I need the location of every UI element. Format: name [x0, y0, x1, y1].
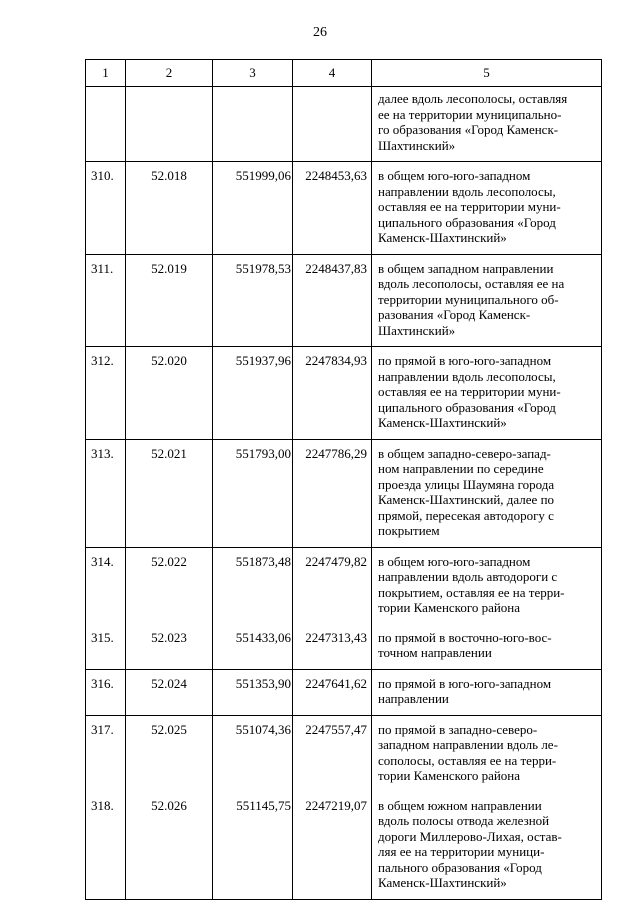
table-row — [86, 347, 602, 440]
route-description: в общем юго-юго-западном направлении вдоль автодороги с покрытием, оставляя ее на терри- тории Каменского района — [378, 553, 565, 615]
point-code: 52.025 — [126, 715, 213, 792]
header-col-2: 2 — [126, 60, 213, 87]
route-description: в общем западно-северо-запад- ном направлении по середине проезда улицы Шаумяна города Каменск-Шахтинский, далее по прямой, пересекая автодорогу с покрытием — [378, 445, 555, 538]
table-row — [86, 792, 602, 900]
coordinate-x: 551145,75 — [213, 792, 293, 900]
point-number: 316. — [86, 669, 126, 715]
point-code: 52.020 — [126, 347, 213, 440]
route-description: в общем западном направлении вдоль лесополосы, оставляя ее на территории муниципального об- разования «Город Каменск- Шахтинский» — [378, 260, 565, 338]
point-code: 52.023 — [126, 624, 213, 670]
point-code: 52.021 — [126, 439, 213, 547]
point-number: 311. — [86, 254, 126, 347]
point-code: 52.022 — [126, 547, 213, 624]
coordinate-x: 551978,53 — [213, 254, 293, 347]
header-col-1: 1 — [86, 60, 126, 87]
table-row — [86, 254, 602, 347]
coordinate-x: 551074,36 — [213, 715, 293, 792]
coordinate-y: 2247479,82 — [293, 547, 372, 624]
point-code: 52.019 — [126, 254, 213, 347]
coordinate-x: 551433,06 — [213, 624, 293, 670]
table-row — [86, 624, 602, 670]
route-description: по прямой в юго-юго-западном направлении — [378, 675, 552, 706]
header-col-5: 5 — [372, 60, 602, 87]
point-number: 310. — [86, 162, 126, 255]
continuation-row — [86, 87, 602, 162]
coordinate-x: 551353,90 — [213, 669, 293, 715]
table-row — [86, 162, 602, 255]
point-code: 52.018 — [126, 162, 213, 255]
route-description: в общем южном направлении вдоль полосы отвода железной дороги Миллерово-Лихая, остав- ляя ее на территории муници- пального образования «Город Каменск-Шахтинский» — [378, 797, 562, 890]
coordinate-y: 2247641,62 — [293, 669, 372, 715]
table-row — [86, 669, 602, 715]
point-number: 314. — [86, 547, 126, 624]
table-row — [86, 715, 602, 792]
point-number: 318. — [86, 792, 126, 900]
point-code: 52.024 — [126, 669, 213, 715]
coordinate-y: 2247557,47 — [293, 715, 372, 792]
coordinate-y: 2247786,29 — [293, 439, 372, 547]
coordinate-x: 551873,48 — [213, 547, 293, 624]
continuation-description: далее вдоль лесополосы, оставляя ее на территории муниципально- го образования «Город Каменск- Шахтинский» — [378, 91, 568, 153]
point-number: 312. — [86, 347, 126, 440]
table-row — [86, 439, 602, 547]
header-col-4: 4 — [293, 60, 372, 87]
coordinate-y: 2247313,43 — [293, 624, 372, 670]
coordinate-x: 551937,96 — [213, 347, 293, 440]
coordinate-x: 551999,06 — [213, 162, 293, 255]
route-description: по прямой в восточно-юго-вос- точном направлении — [378, 629, 552, 660]
coordinate-y: 2248437,83 — [293, 254, 372, 347]
point-number: 317. — [86, 715, 126, 792]
point-number: 315. — [86, 624, 126, 670]
route-description: по прямой в юго-юго-западном направлении вдоль лесополосы, оставляя ее на территории муни- ципального образования «Город Каменск-Шахтинский» — [378, 353, 561, 430]
coordinate-y: 2247219,07 — [293, 792, 372, 900]
table-row — [86, 547, 602, 624]
page-number: 26 — [313, 25, 327, 40]
coordinate-y: 2248453,63 — [293, 162, 372, 255]
boundary-points-table — [85, 59, 602, 900]
table-header-row — [86, 60, 602, 87]
route-description: по прямой в западно-северо- западном направлении вдоль ле- сополосы, оставляя ее на терри- тории Каменского района — [378, 721, 558, 783]
point-number: 313. — [86, 439, 126, 547]
coordinate-y: 2247834,93 — [293, 347, 372, 440]
route-description: в общем юго-юго-западном направлении вдоль лесополосы, оставляя ее на территории муни- ципального образования «Город Каменск-Шахтинский» — [378, 168, 561, 245]
point-code: 52.026 — [126, 792, 213, 900]
coordinate-x: 551793,00 — [213, 439, 293, 547]
header-col-3: 3 — [213, 60, 293, 87]
